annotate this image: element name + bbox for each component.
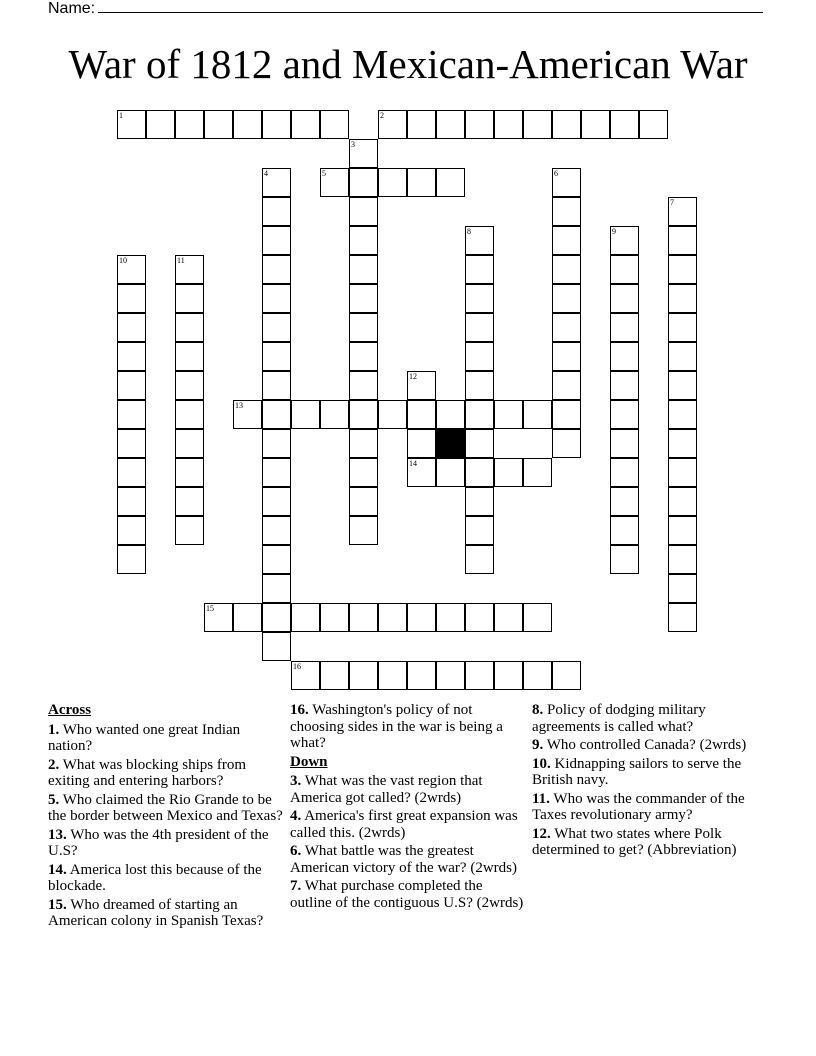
grid-cell[interactable] <box>175 516 204 545</box>
grid-cell[interactable] <box>262 342 291 371</box>
grid-cell[interactable] <box>175 342 204 371</box>
clue-column-3 <box>532 702 768 861</box>
grid-cell[interactable] <box>117 516 146 545</box>
grid-cell[interactable] <box>552 342 581 371</box>
grid-cell[interactable] <box>262 574 291 603</box>
grid-cell[interactable] <box>668 197 697 226</box>
grid-cell[interactable] <box>349 226 378 255</box>
grid-cell[interactable] <box>204 110 233 139</box>
cell-number: 11 <box>177 256 185 265</box>
grid-cell[interactable] <box>291 661 320 690</box>
grid-cell[interactable] <box>668 255 697 284</box>
grid-cell[interactable] <box>320 400 349 429</box>
grid-cell[interactable] <box>465 313 494 342</box>
grid-cell[interactable] <box>465 284 494 313</box>
clue-down-4: 4. America's first great expansion was called this. (2wrds) <box>290 808 518 841</box>
grid-cell[interactable] <box>523 603 552 632</box>
grid-cell[interactable] <box>610 458 639 487</box>
grid-cell[interactable] <box>175 110 204 139</box>
cell-number: 8 <box>467 227 471 236</box>
grid-cell[interactable] <box>668 545 697 574</box>
grid-cell[interactable] <box>262 168 291 197</box>
grid-cell[interactable] <box>262 371 291 400</box>
grid-cell[interactable] <box>552 168 581 197</box>
clue-down-9: 9. Who controlled Canada? (2wrds) <box>532 737 747 753</box>
grid-cell[interactable] <box>233 110 262 139</box>
cell-number: 13 <box>235 401 243 410</box>
clue-down-12: 12. What two states where Polk determined to get? (Abbreviation) <box>532 825 737 858</box>
grid-cell[interactable] <box>668 400 697 429</box>
grid-cell[interactable] <box>610 110 639 139</box>
clue-down-8: 8. Policy of dodging military agreements is called what? <box>532 702 706 735</box>
grid-cell[interactable] <box>465 400 494 429</box>
grid-cell[interactable] <box>668 226 697 255</box>
grid-cell[interactable] <box>407 110 436 139</box>
grid-cell[interactable] <box>465 487 494 516</box>
grid-cell[interactable] <box>349 342 378 371</box>
grid-cell[interactable] <box>494 400 523 429</box>
grid-cell[interactable] <box>668 574 697 603</box>
grid-cell[interactable] <box>117 255 146 284</box>
grid-cell[interactable] <box>262 458 291 487</box>
grid-cell[interactable] <box>465 110 494 139</box>
grid-cell[interactable] <box>436 400 465 429</box>
grid-cell[interactable] <box>349 400 378 429</box>
grid-cell[interactable] <box>291 400 320 429</box>
grid-cell[interactable] <box>523 458 552 487</box>
page-title: War of 1812 and Mexican-American War <box>68 41 748 87</box>
grid-cell[interactable] <box>262 284 291 313</box>
grid-cell[interactable] <box>610 429 639 458</box>
grid-cell[interactable] <box>349 487 378 516</box>
grid-cell[interactable] <box>552 313 581 342</box>
grid-cell[interactable] <box>610 371 639 400</box>
grid-cell[interactable] <box>262 603 291 632</box>
grid-cell[interactable] <box>610 516 639 545</box>
grid-cell[interactable] <box>117 487 146 516</box>
grid-cell[interactable] <box>262 632 291 661</box>
grid-cell[interactable] <box>668 458 697 487</box>
cell-number: 6 <box>554 169 558 178</box>
grid-cell[interactable] <box>175 371 204 400</box>
grid-cell[interactable] <box>465 342 494 371</box>
grid-cell[interactable] <box>117 313 146 342</box>
grid-cell[interactable] <box>407 429 436 458</box>
grid-cell[interactable] <box>349 255 378 284</box>
grid-cell[interactable] <box>552 400 581 429</box>
grid-cell[interactable] <box>262 429 291 458</box>
grid-cell[interactable] <box>465 516 494 545</box>
clue-across-1: 1. Who wanted one great Indian nation? <box>48 721 241 754</box>
grid-cell[interactable] <box>175 313 204 342</box>
grid-cell[interactable] <box>465 255 494 284</box>
grid-cell[interactable] <box>668 371 697 400</box>
cell-number: 15 <box>206 604 214 613</box>
grid-cell[interactable] <box>262 400 291 429</box>
cell-number: 9 <box>612 227 616 236</box>
grid-cell[interactable] <box>146 110 175 139</box>
clue-across-16: 16. Washington's policy of not choosing sides in the war is being a what? <box>290 702 503 751</box>
grid-cell[interactable] <box>610 400 639 429</box>
grid-cell[interactable] <box>610 313 639 342</box>
across-heading: Across <box>48 702 92 718</box>
grid-cell[interactable] <box>175 487 204 516</box>
grid-cell[interactable] <box>320 661 349 690</box>
clue-down-6: 6. What battle was the greatest American victory of the war? (2wrds) <box>290 843 517 876</box>
grid-cell[interactable] <box>349 284 378 313</box>
grid-cell[interactable] <box>494 110 523 139</box>
grid-cell[interactable] <box>117 284 146 313</box>
clue-down-11: 11. Who was the commander of the Taxes revolutionary army? <box>532 790 745 823</box>
grid-cell[interactable] <box>610 487 639 516</box>
grid-cell[interactable] <box>407 458 436 487</box>
grid-cell[interactable] <box>552 661 581 690</box>
grid-cell[interactable] <box>262 545 291 574</box>
grid-cell[interactable] <box>320 110 349 139</box>
grid-cell[interactable] <box>117 458 146 487</box>
grid-cell[interactable] <box>349 516 378 545</box>
grid-cell[interactable] <box>552 371 581 400</box>
grid-cell[interactable] <box>465 226 494 255</box>
grid-cell[interactable] <box>407 400 436 429</box>
clue-across-15: 15. Who dreamed of starting an American colony in Spanish Texas? <box>48 896 264 929</box>
clue-across-2: 2. What was blocking ships from exiting and entering harbors? <box>48 756 247 789</box>
grid-cell[interactable] <box>494 458 523 487</box>
grid-cell[interactable] <box>262 197 291 226</box>
grid-cell[interactable] <box>349 168 378 197</box>
grid-cell[interactable] <box>552 110 581 139</box>
grid-cell[interactable] <box>465 371 494 400</box>
clue-down-7: 7. What purchase completed the outline of the contiguous U.S? (2wrds) <box>290 878 524 911</box>
grid-cell[interactable] <box>610 226 639 255</box>
grid-block <box>436 429 465 458</box>
grid-cell[interactable] <box>465 603 494 632</box>
grid-cell[interactable] <box>668 429 697 458</box>
grid-cell[interactable] <box>349 661 378 690</box>
grid-cell[interactable] <box>349 458 378 487</box>
grid-cell[interactable] <box>378 168 407 197</box>
grid-cell[interactable] <box>262 226 291 255</box>
grid-cell[interactable] <box>494 603 523 632</box>
grid-cell[interactable] <box>523 110 552 139</box>
down-heading: Down <box>290 753 328 770</box>
grid-cell[interactable] <box>407 603 436 632</box>
grid-cell[interactable] <box>436 110 465 139</box>
grid-cell[interactable] <box>668 603 697 632</box>
grid-cell[interactable] <box>465 429 494 458</box>
grid-cell[interactable] <box>639 110 668 139</box>
clue-column-1 <box>48 702 283 932</box>
grid-cell[interactable] <box>407 661 436 690</box>
grid-cell[interactable] <box>262 516 291 545</box>
grid-cell[interactable] <box>465 458 494 487</box>
clue-across-13: 13. Who was the 4th president of the U.S? <box>48 826 269 859</box>
grid-cell[interactable] <box>610 284 639 313</box>
grid-cell[interactable] <box>552 284 581 313</box>
grid-cell[interactable] <box>610 342 639 371</box>
cell-number: 2 <box>380 111 384 120</box>
clue-down-10: 10. Kidnapping sailors to serve the British navy. <box>532 755 742 788</box>
grid-cell[interactable] <box>407 371 436 400</box>
grid-cell[interactable] <box>436 661 465 690</box>
grid-cell[interactable] <box>175 284 204 313</box>
grid-cell[interactable] <box>465 545 494 574</box>
grid-cell[interactable] <box>175 458 204 487</box>
grid-cell[interactable] <box>668 313 697 342</box>
grid-cell[interactable] <box>610 545 639 574</box>
grid-cell[interactable] <box>668 284 697 313</box>
grid-cell[interactable] <box>378 661 407 690</box>
grid-cell[interactable] <box>523 400 552 429</box>
grid-cell[interactable] <box>175 400 204 429</box>
grid-cell[interactable] <box>465 661 494 690</box>
grid-cell[interactable] <box>523 661 552 690</box>
cell-number: 14 <box>409 459 417 468</box>
cell-number: 1 <box>119 111 123 120</box>
grid-cell[interactable] <box>117 371 146 400</box>
grid-cell[interactable] <box>117 400 146 429</box>
clue-across-5: 5. Who claimed the Rio Grande to be the border between Mexico and Texas? <box>48 791 283 824</box>
grid-cell[interactable] <box>262 313 291 342</box>
grid-cell[interactable] <box>349 371 378 400</box>
grid-cell[interactable] <box>175 255 204 284</box>
grid-cell[interactable] <box>378 110 407 139</box>
cell-number: 16 <box>293 662 301 671</box>
cell-number: 12 <box>409 372 417 381</box>
grid-cell[interactable] <box>117 545 146 574</box>
cell-number: 5 <box>322 169 326 178</box>
grid-cell[interactable] <box>668 342 697 371</box>
grid-cell[interactable] <box>349 603 378 632</box>
grid-cell[interactable] <box>581 110 610 139</box>
cell-number: 7 <box>670 198 674 207</box>
grid-cell[interactable] <box>407 168 436 197</box>
grid-cell[interactable] <box>436 168 465 197</box>
grid-cell[interactable] <box>552 197 581 226</box>
grid-cell[interactable] <box>291 110 320 139</box>
grid-cell[interactable] <box>233 603 262 632</box>
grid-cell[interactable] <box>262 255 291 284</box>
grid-cell[interactable] <box>349 197 378 226</box>
grid-cell[interactable] <box>320 168 349 197</box>
grid-cell[interactable] <box>436 603 465 632</box>
grid-cell[interactable] <box>610 255 639 284</box>
grid-cell[interactable] <box>552 226 581 255</box>
grid-cell[interactable] <box>349 313 378 342</box>
grid-cell[interactable] <box>436 458 465 487</box>
grid-cell[interactable] <box>668 487 697 516</box>
grid-cell[interactable] <box>494 661 523 690</box>
grid-cell[interactable] <box>349 429 378 458</box>
grid-cell[interactable] <box>349 139 378 168</box>
clue-down-3: 3. What was the vast region that America got called? (2wrds) <box>290 773 483 806</box>
grid-cell[interactable] <box>378 603 407 632</box>
cell-number: 4 <box>264 169 268 178</box>
clue-across-14: 14. America lost this because of the blockade. <box>48 861 262 894</box>
grid-cell[interactable] <box>552 255 581 284</box>
grid-cell[interactable] <box>262 487 291 516</box>
grid-cell[interactable] <box>668 516 697 545</box>
grid-cell[interactable] <box>117 342 146 371</box>
grid-cell[interactable] <box>117 110 146 139</box>
grid-cell[interactable] <box>117 429 146 458</box>
name-label: Name: <box>48 0 96 17</box>
grid-cell[interactable] <box>233 400 262 429</box>
cell-number: 3 <box>351 140 355 149</box>
grid-cell[interactable] <box>291 603 320 632</box>
grid-cell[interactable] <box>552 429 581 458</box>
grid-cell[interactable] <box>262 110 291 139</box>
grid-cell[interactable] <box>320 603 349 632</box>
grid-cell[interactable] <box>175 429 204 458</box>
cell-number: 10 <box>119 256 127 265</box>
grid-cell[interactable] <box>378 400 407 429</box>
grid-cell[interactable] <box>204 603 233 632</box>
clue-column-2 <box>290 702 525 913</box>
